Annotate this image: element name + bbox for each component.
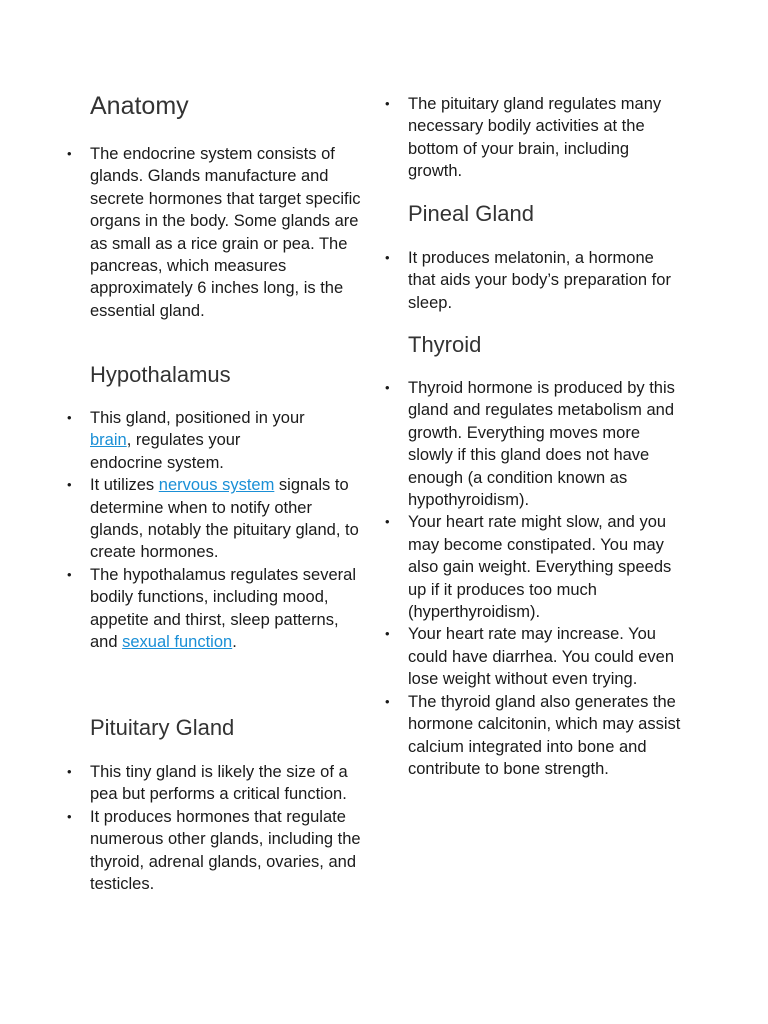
nervous-system-link[interactable]: nervous system <box>158 476 275 495</box>
list-item <box>64 407 364 474</box>
thyroid-list <box>382 377 682 780</box>
list-item-text: . <box>232 633 237 652</box>
list-item-text: It utilizes <box>90 476 159 495</box>
anatomy-list <box>64 143 364 322</box>
list-item: • Your heart rate may increase. You could have diarrhea. You could even lose weight without even trying. <box>382 623 682 690</box>
list-item: • Thyroid hormone is produced by this gland and regulates metabolism and growth. Everything moves more slowly if this gland does not have enough (a condition known as hypothyroidism). <box>382 377 682 511</box>
brain-link[interactable]: brain <box>90 431 127 450</box>
heading-pineal-gland: Pineal Gland <box>408 201 534 226</box>
heading-hypothalamus: Hypothalamus <box>90 362 231 387</box>
list-item: • It produces melatonin, a hormone that aids your body’s preparation for sleep. <box>382 247 682 314</box>
list-item: • The pituitary gland regulates many necessary bodily activities at the bottom of your brain, including growth. <box>382 93 682 183</box>
list-item: • It produces hormones that regulate numerous other glands, including the thyroid, adrenal glands, ovaries, and testicles. <box>64 806 364 896</box>
list-item-text: The hypothalamus regulates several bodily functions, including mood, appetite and thirst, sleep patterns, and <box>90 565 356 652</box>
list-item <box>64 564 364 654</box>
list-item-text: , regulates your endocrine system. <box>90 431 241 472</box>
heading-pituitary-gland: Pituitary Gland <box>90 715 235 740</box>
heading-thyroid: Thyroid <box>408 332 482 357</box>
pituitary-list-continued <box>382 93 682 183</box>
list-item: • This tiny gland is likely the size of a pea but performs a critical function. <box>64 761 364 806</box>
list-item <box>64 474 364 564</box>
heading-anatomy: Anatomy <box>90 92 189 120</box>
sexual-function-link[interactable]: sexual function <box>122 633 233 652</box>
list-item-text: This gland, positioned in your <box>90 409 305 427</box>
list-item: • Your heart rate might slow, and you may become constipated. You may also gain weight. Everything speeds up if it produces too much (hyperthyroidism). <box>382 511 682 623</box>
pituitary-list <box>64 761 364 895</box>
pineal-list <box>382 247 682 314</box>
list-item: • The endocrine system consists of glands. Glands manufacture and secrete hormones that target specific organs in the body. Some glands are as small as a rice grain or pea. The pancreas, which measures approximately 6 inches long, is the essential gland. <box>64 143 364 322</box>
list-item-text: signals to determine when to notify other glands, notably the pituitary gland, to create hormones. <box>90 476 359 562</box>
hypothalamus-list <box>64 407 364 653</box>
list-item: • The thyroid gland also generates the hormone calcitonin, which may assist calcium integrated into bone and contribute to bone strength. <box>382 691 682 781</box>
